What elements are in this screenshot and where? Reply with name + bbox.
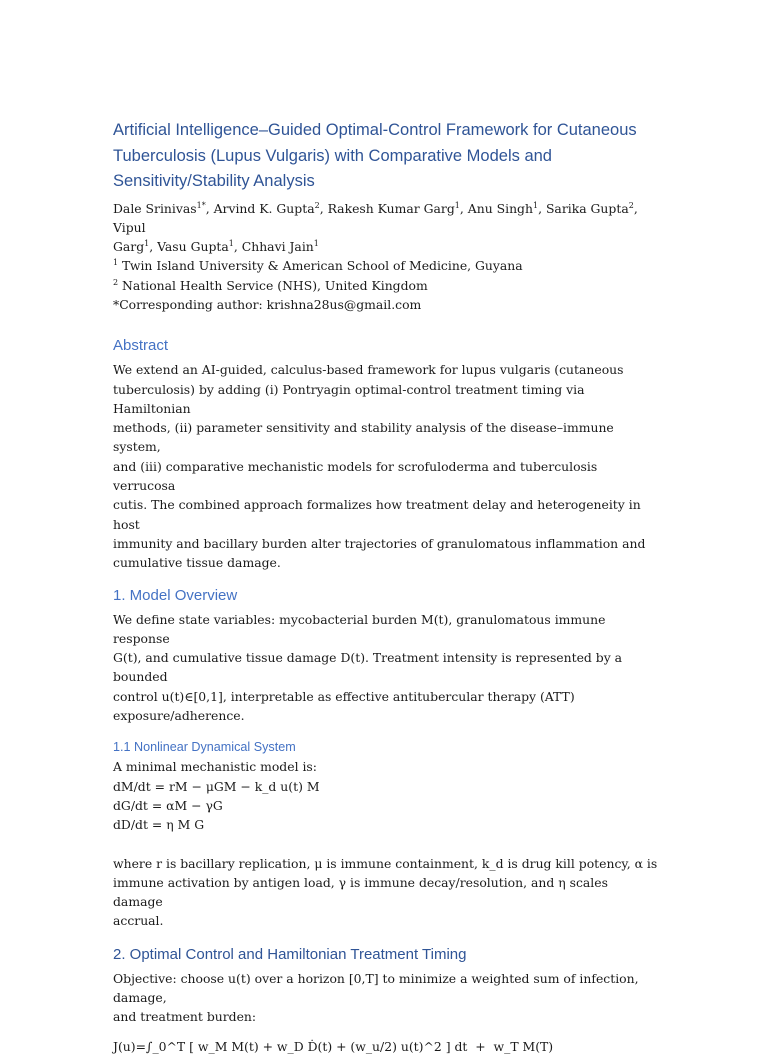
text-line: cutis. The combined approach formalizes how treatment delay and heterogeneity in host: [113, 497, 641, 532]
author-name: Garg: [113, 239, 145, 255]
author-affiliation-mark: 1: [454, 200, 460, 210]
section-1-text: [113, 610, 661, 726]
author-affiliation-mark: 1: [313, 238, 319, 248]
affiliation-line: [113, 276, 661, 295]
author-affiliation-mark: 1: [228, 238, 234, 248]
affiliation-text: National Health Service (NHS), United Kingdom: [118, 277, 428, 293]
title-line: Sensitivity/Stability Analysis: [113, 172, 315, 190]
subsection-1-1-heading: 1.1 Nonlinear Dynamical System: [113, 740, 296, 755]
author-name: Dale Srinivas: [113, 200, 197, 216]
author-name: , Vipul: [113, 200, 638, 235]
text-line: We extend an AI-guided, calculus-based framework for lupus vulgaris (cutaneous: [113, 362, 624, 378]
text-line: A minimal mechanistic model is:: [113, 759, 317, 775]
section-2-heading: 2. Optimal Control and Hamiltonian Treatment Timing: [113, 945, 467, 963]
equation-line: dG/dt = αM − γG: [113, 797, 223, 813]
author-affiliation-mark: 1: [532, 200, 539, 210]
affiliation-line: [113, 256, 661, 275]
author-affiliation-mark: 2: [314, 200, 320, 210]
text-line: immunity and bacillary burden alter trajectories of granulomatous inflammation and: [113, 535, 646, 551]
author-name: , Vasu Gupta: [149, 239, 229, 255]
text-line: exposure/adherence.: [113, 708, 245, 724]
corresponding-author: *Corresponding author: krishna28us@gmail.com: [113, 296, 422, 312]
text-line: control u(t)∈[0,1], interpretable as effective antitubercular therapy (ATT): [113, 688, 575, 704]
text-line: accrual.: [113, 913, 164, 929]
text-line: and treatment burden:: [113, 1009, 257, 1025]
author-name: , Arvind K. Gupta: [205, 200, 315, 216]
author-list: [113, 199, 661, 315]
title-line: Tuberculosis (Lupus Vulgaris) with Comparative Models and: [113, 146, 552, 165]
author-affiliation-mark: 1: [144, 238, 150, 248]
author-line: [113, 237, 661, 256]
equation-line: dM/dt = rM − μGM − k_d u(t) M: [113, 778, 320, 794]
text-line: cumulative tissue damage.: [113, 555, 281, 571]
paper-title: [113, 118, 661, 195]
author-affiliation-mark: 1*: [196, 200, 206, 210]
abstract-text: [113, 360, 661, 572]
section-2-text: [113, 969, 661, 1027]
section-1-heading: 1. Model Overview: [113, 586, 238, 604]
author-name: , Anu Singh: [459, 200, 533, 216]
author-line: [113, 199, 661, 238]
author-name: , Chhavi Jain: [233, 239, 314, 255]
title-line: Artificial Intelligence–Guided Optimal-Control Framework for Cutaneous: [113, 121, 637, 139]
text-line: and (iii) comparative mechanistic models for scrofuloderma and tuberculosis verrucosa: [113, 458, 598, 494]
text-line: immune activation by antigen load, γ is immune decay/resolution, and η scales damage: [113, 874, 608, 910]
author-affiliation-mark: 2: [628, 200, 634, 210]
text-line: We define state variables: mycobacterial burden M(t), granulomatous immune response: [113, 611, 606, 646]
affiliation-text: Twin Island University & American School of Medicine, Guyana: [118, 258, 523, 274]
affiliation-mark: 1: [113, 258, 119, 268]
affiliation-mark: 2: [113, 277, 119, 287]
paper-page: [113, 118, 661, 1056]
author-name: , Rakesh Kumar Garg: [319, 200, 455, 216]
text-line: Objective: choose u(t) over a horizon [0,T] to minimize a weighted sum of infection, damage,: [113, 970, 639, 1005]
author-name: , Sarika Gupta: [538, 200, 629, 216]
text-line: where r is bacillary replication, μ is immune containment, k_d is drug kill potency, α is: [113, 855, 658, 871]
equation-line: dD/dt = η M G: [113, 817, 205, 833]
text-line: tuberculosis) by adding (i) Pontryagin optimal-control treatment timing via Hamiltonian: [113, 381, 585, 416]
abstract-heading: Abstract: [113, 337, 169, 355]
objective-equation: J(u)=∫_0^T [ w_M M(t) + w_D Ḋ(t) + (w_u/2) u(t)^2 ] dt + w_T M(T): [113, 1038, 554, 1054]
text-line: G(t), and cumulative tissue damage D(t). Treatment intensity is represented by a bounded: [113, 650, 623, 685]
parameter-description: [113, 854, 661, 931]
model-equations: [113, 757, 661, 834]
text-line: methods, (ii) parameter sensitivity and stability analysis of the disease–immune system,: [113, 420, 614, 455]
